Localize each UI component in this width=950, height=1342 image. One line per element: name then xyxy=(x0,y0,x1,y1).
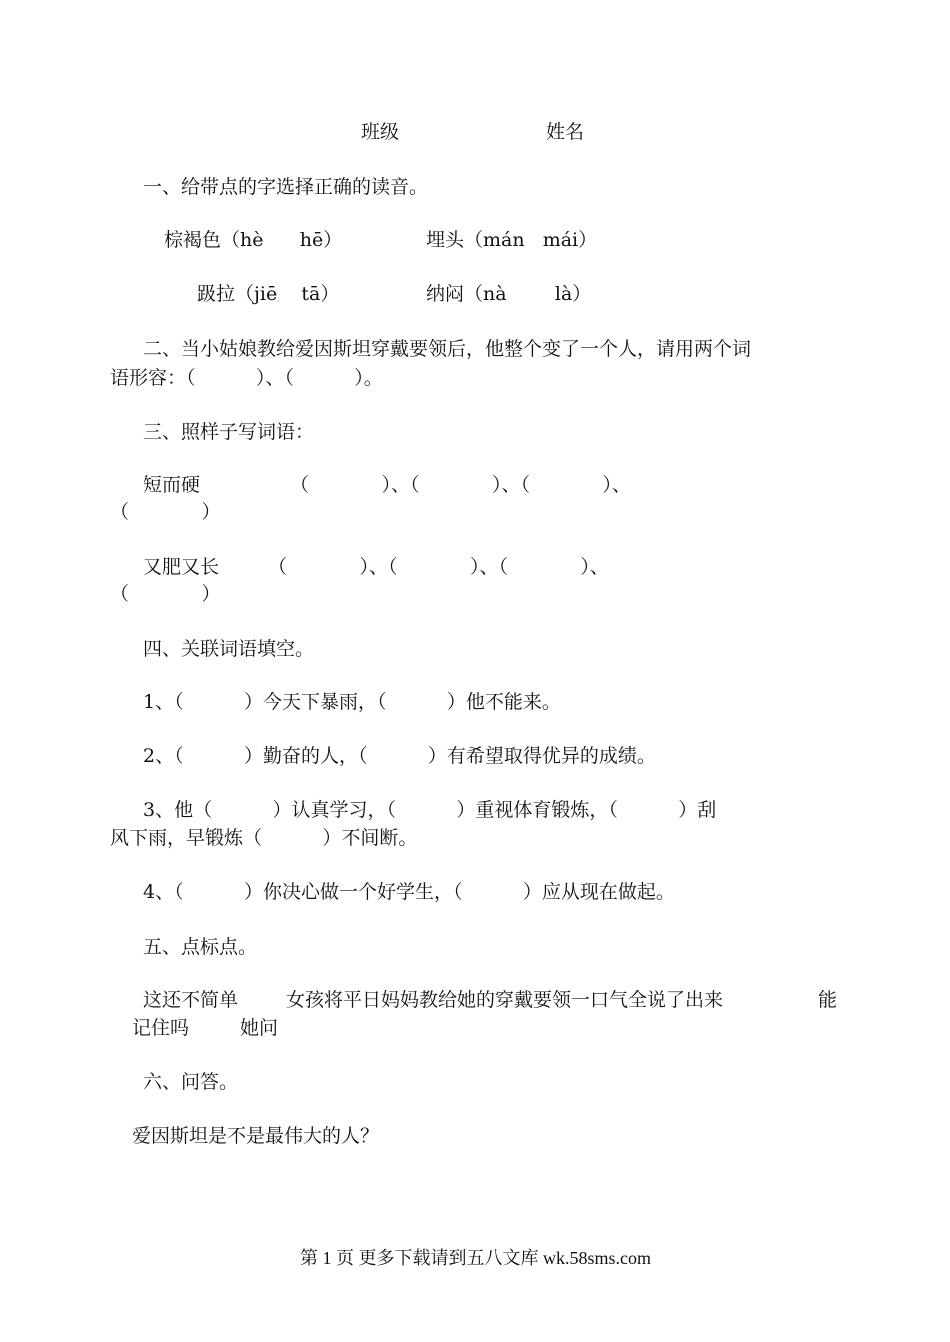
class-label: 班级 xyxy=(361,121,400,143)
conjunction-q3-line1: 3、他（ ）认真学习，（ ）重视体育锻炼，（ ）刮 xyxy=(143,799,717,821)
section2-line1: 二、当小姑娘教给爱因斯坦穿戴要领后，他整个变了一个人，请用两个词 xyxy=(143,338,752,360)
punctuation-text-5: 她问 xyxy=(240,1017,279,1039)
example-blanks-1: （ ）、（ ）、（ ）、 xyxy=(290,474,631,496)
conjunction-q1: 1、（ ）今天下暴雨，（ ）他不能来。 xyxy=(143,691,561,713)
section1-title: 一、给带点的字选择正确的读音。 xyxy=(143,176,429,198)
section4-title: 四、关联词语填空。 xyxy=(143,638,315,660)
punctuation-text-1: 这还不简单 xyxy=(143,989,239,1011)
pinyin-item-4: 纳闷（nà là） xyxy=(426,283,592,305)
example-blanks-2: （ ）、（ ）、（ ）、 xyxy=(268,556,609,578)
name-label: 姓名 xyxy=(546,121,585,143)
example-tail-2: （ ） xyxy=(110,583,221,605)
pinyin-item-2: 埋头（mán mái） xyxy=(426,229,598,251)
conjunction-q2: 2、（ ）勤奋的人，（ ）有希望取得优异的成绩。 xyxy=(143,745,656,767)
punctuation-text-2: 女孩将平日妈妈教给她的穿戴要领一口气全说了出来 xyxy=(286,989,724,1011)
example-word-2: 又肥又长 xyxy=(143,556,220,578)
section2-line2: 语形容：（ ）、（ ）。 xyxy=(110,367,383,389)
pinyin-item-1: 棕褐色（hè hē） xyxy=(164,229,343,251)
section5-title: 五、点标点。 xyxy=(143,936,258,958)
example-tail-1: （ ） xyxy=(110,501,221,523)
page-footer: 第 1 页 更多下载请到五八文库 wk.58sms.com xyxy=(300,1248,651,1268)
section6-title: 六、问答。 xyxy=(143,1071,239,1093)
section3-title: 三、照样子写词语： xyxy=(143,421,315,443)
punctuation-text-3: 能 xyxy=(818,989,838,1011)
conjunction-q3-line2: 风下雨，早锻炼（ ）不间断。 xyxy=(110,827,418,849)
question-text: 爱因斯坦是不是最伟大的人？ xyxy=(132,1125,380,1147)
punctuation-text-4: 记住吗 xyxy=(132,1017,190,1039)
pinyin-item-3: 趿拉（jiē tā） xyxy=(197,283,340,305)
example-word-1: 短而硬 xyxy=(143,474,201,496)
conjunction-q4: 4、（ ）你决心做一个好学生，（ ）应从现在做起。 xyxy=(143,881,675,903)
